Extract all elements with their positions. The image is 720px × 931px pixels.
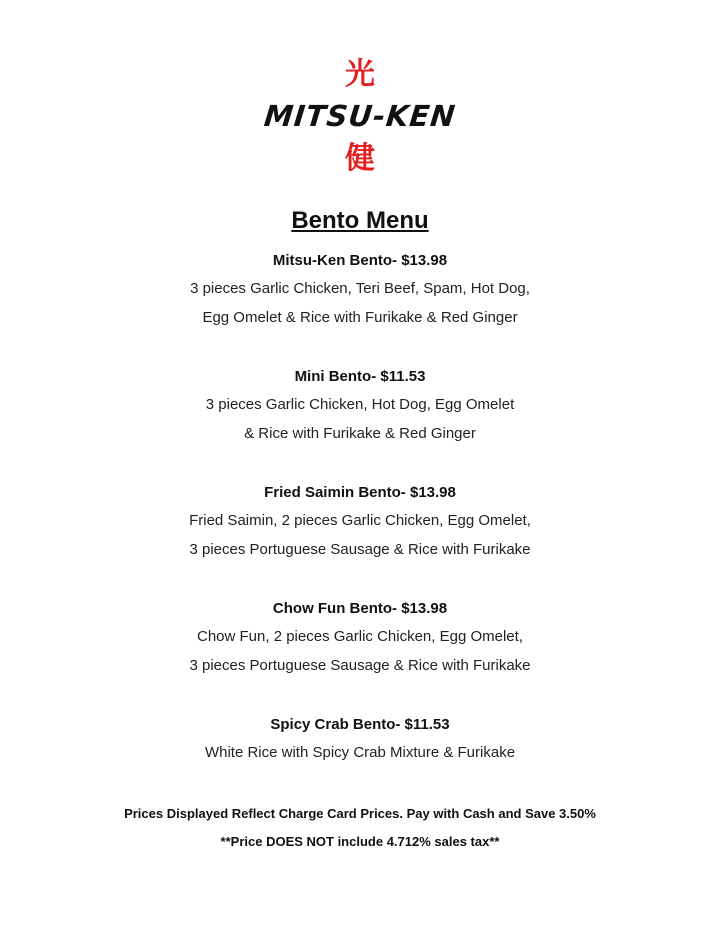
menu-item-description: 3 pieces Garlic Chicken, Hot Dog, Egg Omelet — [205, 396, 515, 413]
menu-item-description: 3 pieces Garlic Chicken, Teri Beef, Spam, Hot Dog, — [190, 280, 530, 297]
price-notice — [0, 800, 720, 856]
menu-item-name: Mini Bento- $11.53 — [294, 368, 426, 385]
restaurant-logo — [0, 58, 720, 176]
logo-kanji-bottom: 健 — [345, 141, 375, 176]
menu-title: Bento Menu — [291, 207, 429, 234]
menu-item-name: Fried Saimin Bento- $13.98 — [264, 484, 456, 501]
menu-item-name: Spicy Crab Bento- $11.53 — [270, 716, 450, 733]
sales-tax-notice: **Price DOES NOT include 4.712% sales tax** — [220, 834, 500, 849]
menu-item-mini-bento — [0, 364, 720, 448]
menu-item-name: Mitsu-Ken Bento- $13.98 — [272, 252, 448, 269]
menu-item-spicy-crab-bento — [0, 712, 720, 767]
menu-item-chow-fun-bento — [0, 596, 720, 680]
menu-item-description: & Rice with Furikake & Red Ginger — [244, 425, 476, 442]
menu-item-fried-saimin-bento — [0, 480, 720, 564]
menu-items-list — [0, 248, 720, 799]
menu-item-description: 3 pieces Portuguese Sausage & Rice with Furikake — [189, 541, 531, 558]
menu-item-description: Chow Fun, 2 pieces Garlic Chicken, Egg Omelet, — [197, 628, 523, 645]
menu-item-name: Chow Fun Bento- $13.98 — [272, 600, 448, 617]
menu-item-description: 3 pieces Portuguese Sausage & Rice with Furikake — [189, 657, 531, 674]
logo-kanji-top: 光 — [345, 57, 375, 92]
card-price-notice: Prices Displayed Reflect Charge Card Prices. Pay with Cash and Save 3.50% — [124, 806, 596, 821]
menu-item-mitsu-ken-bento — [0, 248, 720, 332]
menu-item-description: Egg Omelet & Rice with Furikake & Red Ginger — [202, 309, 518, 326]
menu-item-description: Fried Saimin, 2 pieces Garlic Chicken, Egg Omelet, — [189, 512, 531, 529]
menu-item-description: White Rice with Spicy Crab Mixture & Furikake — [204, 744, 516, 761]
logo-brand-name: MITSU-KEN — [262, 99, 458, 133]
